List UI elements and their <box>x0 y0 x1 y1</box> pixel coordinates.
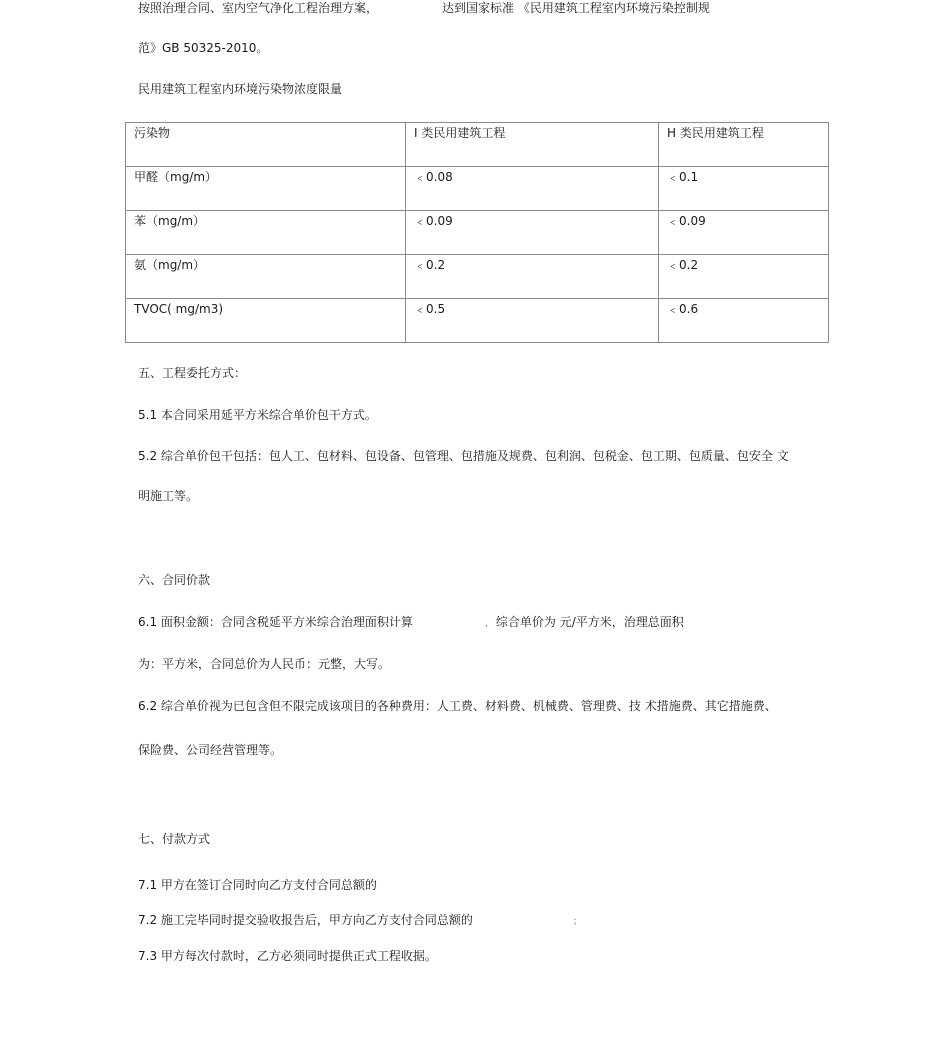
table-cell: ﹤0.2 <box>659 255 829 299</box>
pollutant-limit-table <box>125 122 829 343</box>
table-row <box>126 255 829 299</box>
table-cell: ﹤0.5 <box>406 299 659 343</box>
table-row <box>126 167 829 211</box>
table-header-cell: H 类民用建筑工程 <box>659 123 829 167</box>
table-header-cell: 污染物 <box>126 123 406 167</box>
section-7-paragraph-2-mark: ； <box>572 917 582 927</box>
table-cell: ﹤0.1 <box>659 167 829 211</box>
intro-line-1-part-2: 达到国家标准 《民用建筑工程室内环境污染控制规 <box>442 1 710 15</box>
table-cell: ﹤0.09 <box>659 211 829 255</box>
section-7-heading: 七、付款方式 <box>138 832 211 846</box>
table-cell: ﹤0.2 <box>406 255 659 299</box>
section-6-paragraph-2-line-1: 6.2 综合单价视为已包含但不限完成该项目的各种费用：人工费、材料费、机械费、管理费、技 术措施费、其它措施费、 <box>138 699 777 713</box>
section-6-heading: 六、合同价款 <box>138 573 211 587</box>
intro-line-1-part-1: 按照治理合同、室内空气净化工程治理方案， <box>138 1 379 15</box>
table-caption: 民用建筑工程室内环境污染物浓度限量 <box>138 82 343 96</box>
section-7-paragraph-3: 7.3 甲方每次付款时，乙方必须同时提供正式工程收据。 <box>138 949 437 963</box>
table-row <box>126 211 829 255</box>
section-6-paragraph-1-line-1 <box>138 614 684 632</box>
intro-line-2: 范》GB 50325-2010。 <box>138 41 269 55</box>
table-cell: 甲醛（mg/m） <box>126 167 406 211</box>
table-cell: ﹤0.09 <box>406 211 659 255</box>
section-5-paragraph-2-line-2: 明施工等。 <box>138 489 199 503</box>
table-cell: TVOC( mg/m3) <box>126 299 406 343</box>
section-6-paragraph-1-part-2: 综合单价为 元/平方米，治理总面积 <box>495 615 684 629</box>
intro-line-1 <box>138 0 710 16</box>
section-6-paragraph-2-line-2: 保险费、公司经营管理等。 <box>138 743 283 757</box>
table-cell: ﹤0.6 <box>659 299 829 343</box>
table-cell: 氨（mg/m） <box>126 255 406 299</box>
section-5-paragraph-2-line-1: 5.2 综合单价包干包括：包人工、包材料、包设备、包管理、包措施及规费、包利润、包税金、包工期、包质量、包安全 文 <box>138 449 789 463</box>
table-cell: ﹤0.08 <box>406 167 659 211</box>
table-cell: 苯（mg/m） <box>126 211 406 255</box>
section-5-paragraph-1: 5.1 本合同采用延平方米综合单价包干方式。 <box>138 408 377 422</box>
table-header-row <box>126 123 829 167</box>
section-7-paragraph-1: 7.1 甲方在签订合同时向乙方支付合同总额的 <box>138 878 377 892</box>
section-6-paragraph-1-line-2: 为：平方米，合同总价为人民币：元整，大写。 <box>138 657 391 671</box>
section-6-paragraph-1-part-1: 6.1 面积金额：合同含税延平方米综合治理面积计算 <box>138 615 413 629</box>
section-6-paragraph-1-mark: ， <box>484 619 494 629</box>
table-header-cell: I 类民用建筑工程 <box>406 123 659 167</box>
section-5-heading: 五、工程委托方式： <box>138 366 247 380</box>
section-7-paragraph-2 <box>138 912 582 930</box>
table-row <box>126 299 829 343</box>
section-7-paragraph-2-text: 7.2 施工完毕同时提交验收报告后，甲方向乙方支付合同总额的 <box>138 913 473 927</box>
